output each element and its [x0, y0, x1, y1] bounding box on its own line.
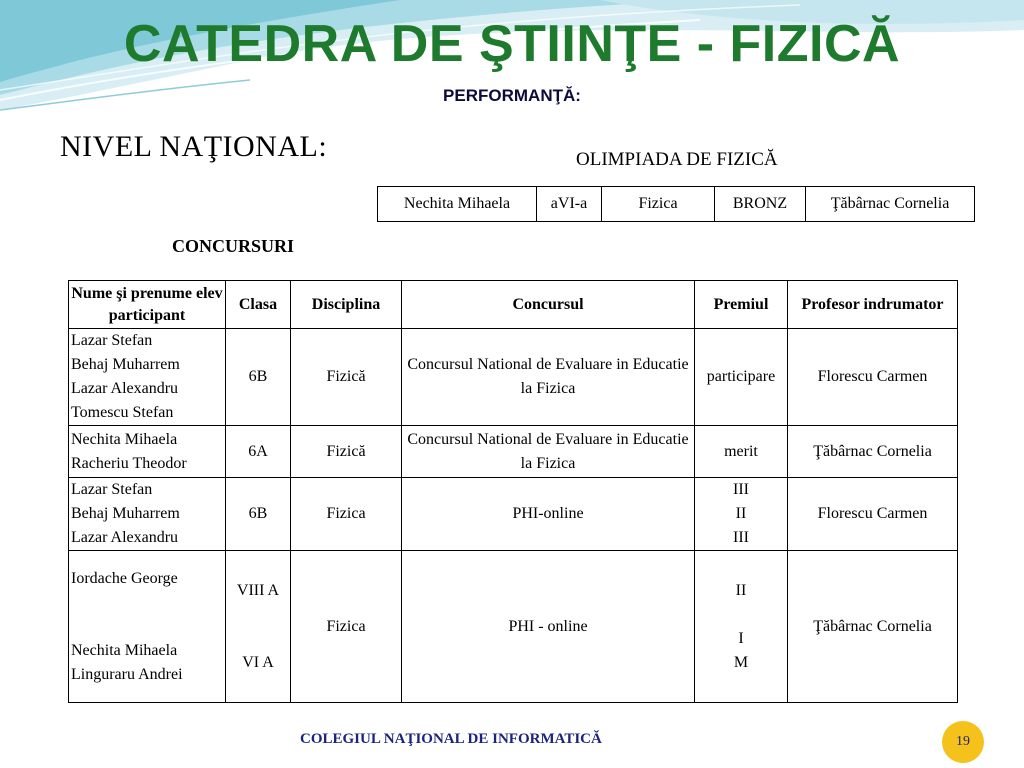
contest-cell: PHI-online: [402, 478, 695, 551]
footer-school-name: COLEGIUL NAŢIONAL DE INFORMATICĂ: [300, 731, 602, 747]
contests-table: [68, 280, 958, 703]
prize-cell: [695, 551, 788, 703]
participant-names: [69, 329, 226, 426]
participant-name: Lazar Alexandru: [71, 529, 179, 546]
teacher-cell: Florescu Carmen: [788, 329, 958, 426]
class-cell: 6A: [226, 426, 291, 478]
column-header: Disciplina: [291, 281, 402, 329]
column-header: Premiul: [695, 281, 788, 329]
participant-name: Nechita Mihaela: [71, 641, 178, 659]
table-row: [69, 426, 958, 478]
discipline-cell: Fizica: [291, 478, 402, 551]
prize-cell: participare: [695, 329, 788, 426]
participant-name: Nechita Mihaela: [71, 430, 178, 448]
class-cell: [226, 551, 291, 703]
class-cell: 6B: [226, 478, 291, 551]
section-heading-national: NIVEL NAŢIONAL:: [60, 130, 328, 163]
class-value: VIII A: [236, 581, 280, 599]
table-cell: Nechita Mihaela: [378, 187, 537, 222]
prize-value: III: [733, 481, 749, 498]
table-row: [378, 187, 975, 222]
prize-value: M: [733, 653, 749, 671]
participant-name: Lazar Stefan: [71, 481, 153, 498]
participant-name: Lazar Stefan: [71, 332, 153, 349]
class-cell: 6B: [226, 329, 291, 426]
participant-name: Iordache George: [71, 569, 178, 587]
table-header-row: [69, 281, 958, 329]
prize-cell: [695, 478, 788, 551]
olympiad-table: [377, 186, 975, 222]
prize-value: II: [735, 505, 747, 522]
table-cell: aVI-a: [537, 187, 602, 222]
participant-name: Behaj Muharrem: [71, 505, 180, 522]
participant-names: [69, 478, 226, 551]
prize-cell: merit: [695, 426, 788, 478]
participant-names: [69, 551, 226, 703]
olympiad-title: OLIMPIADA DE FIZICĂ: [576, 149, 778, 170]
class-value: VI A: [242, 653, 274, 671]
prize-value: II: [735, 581, 747, 599]
column-header: Profesor indrumator: [788, 281, 958, 329]
participant-name: Racheriu Theodor: [71, 454, 187, 472]
contests-heading: CONCURSURI: [172, 236, 295, 256]
table-row: [69, 329, 958, 426]
table-cell: BRONZ: [715, 187, 806, 222]
teacher-cell: Florescu Carmen: [788, 478, 958, 551]
page-title: CATEDRA DE ŞTIINŢE - FIZICĂ: [123, 15, 901, 73]
discipline-cell: Fizica: [291, 551, 402, 703]
discipline-cell: Fizică: [291, 426, 402, 478]
participant-name: Lazar Alexandru: [71, 380, 179, 397]
participant-name: Linguraru Andrei: [71, 665, 183, 683]
contest-cell: Concursul National de Evaluare in Educatie la Fizica: [402, 426, 695, 478]
contest-cell: PHI - online: [402, 551, 695, 703]
page-number-badge: 19: [942, 721, 984, 763]
table-row: [69, 551, 958, 703]
column-header: Concursul: [402, 281, 695, 329]
prize-value: I: [738, 629, 744, 647]
page-subtitle: PERFORMANŢĂ:: [443, 86, 581, 105]
column-header: Nume şi prenume elev participant: [69, 281, 226, 329]
column-header: Clasa: [226, 281, 291, 329]
teacher-cell: Ţăbârnac Cornelia: [788, 551, 958, 703]
teacher-cell: Ţăbârnac Cornelia: [788, 426, 958, 478]
contest-cell: Concursul National de Evaluare in Educatie la Fizica: [402, 329, 695, 426]
table-cell: Ţăbârnac Cornelia: [806, 187, 975, 222]
participant-name: Tomescu Stefan: [71, 404, 174, 421]
table-cell: Fizica: [602, 187, 715, 222]
discipline-cell: Fizică: [291, 329, 402, 426]
prize-value: III: [733, 529, 749, 546]
participant-name: Behaj Muharrem: [71, 356, 180, 373]
table-row: [69, 478, 958, 551]
participant-names: [69, 426, 226, 478]
